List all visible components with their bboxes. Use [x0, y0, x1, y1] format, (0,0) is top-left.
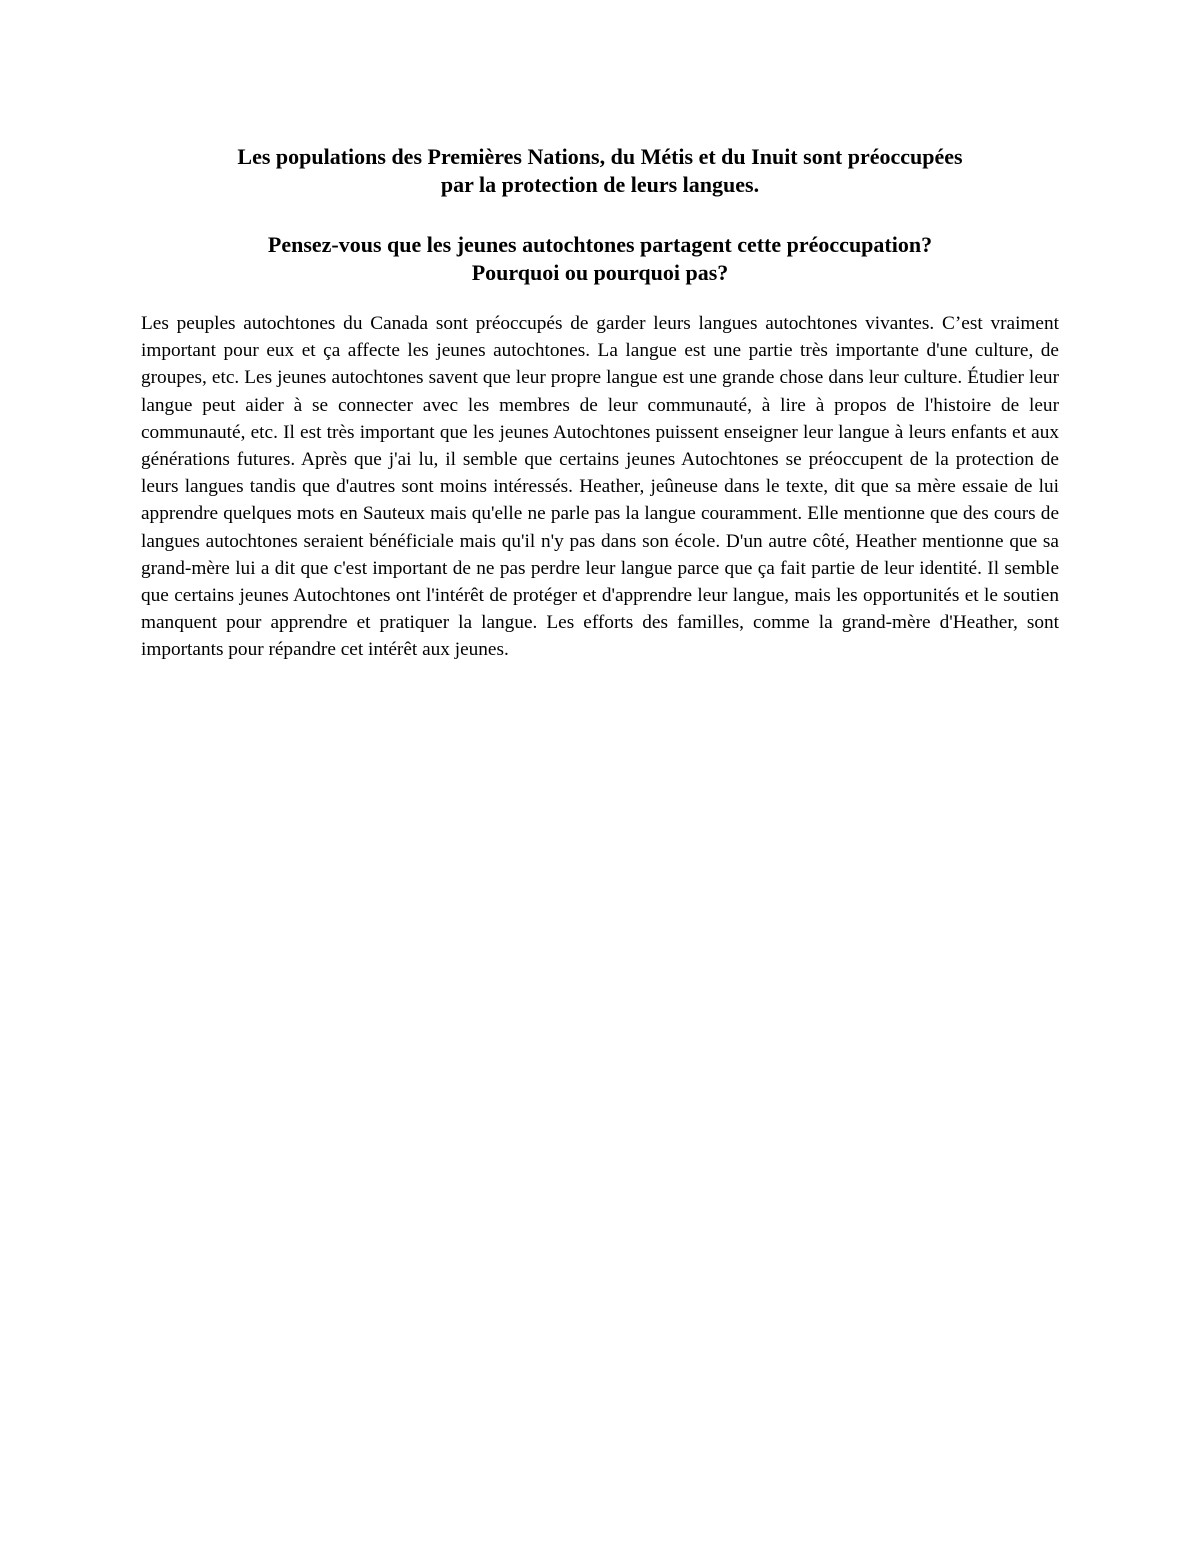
document-content	[141, 143, 1059, 664]
title-line-1: Les populations des Premières Nations, du Métis et du Inuit sont préoccupées	[237, 144, 963, 169]
body-paragraph: Les peuples autochtones du Canada sont préoccupés de garder leurs langues autochtones vivantes. C’est vraiment important pour eux et ça affecte les jeunes autochtones. La langue est une partie très importante d'une culture, de groupes, etc. Les jeunes autochtones savent que leur propre langue est une grande chose dans leur culture. Étudier leur langue peut aider à se connecter avec les membres de leur communauté, à lire à propos de l'histoire de leur communauté, etc. Il est très important que les jeunes Autochtones puissent enseigner leur langue à leurs enfants et aux générations futures. Après que j'ai lu, il semble que certains jeunes Autochtones se préoccupent de la protection de leurs langues tandis que d'autres sont moins intéressés. Heather, jeûneuse dans le texte, dit que sa mère essaie de lui apprendre quelques mots en Sauteux mais qu'elle ne parle pas la langue couramment. Elle mentionne que des cours de langues autochtones seraient bénéficiale mais qu'il n'y pas dans son école. D'un autre côté, Heather mentionne que sa grand-mère lui a dit que c'est important de ne pas perdre leur langue parce que ça fait partie de leur identité. Il semble que certains jeunes Autochtones ont l'intérêt de protéger et d'apprendre leur langue, mais les opportunités et le soutien manquent pour apprendre et pratiquer la langue. Les efforts des familles, comme la grand-mère d'Heather, sont importants pour répandre cet intérêt aux jeunes.	[141, 313, 1059, 661]
title-line-2: par la protection de leurs langues.	[440, 172, 760, 197]
question-line-2: Pourquoi ou pourquoi pas?	[471, 260, 729, 285]
question-line-1: Pensez-vous que les jeunes autochtones partagent cette préoccupation?	[267, 232, 933, 257]
document-title	[141, 143, 1059, 199]
question-heading	[141, 231, 1059, 287]
